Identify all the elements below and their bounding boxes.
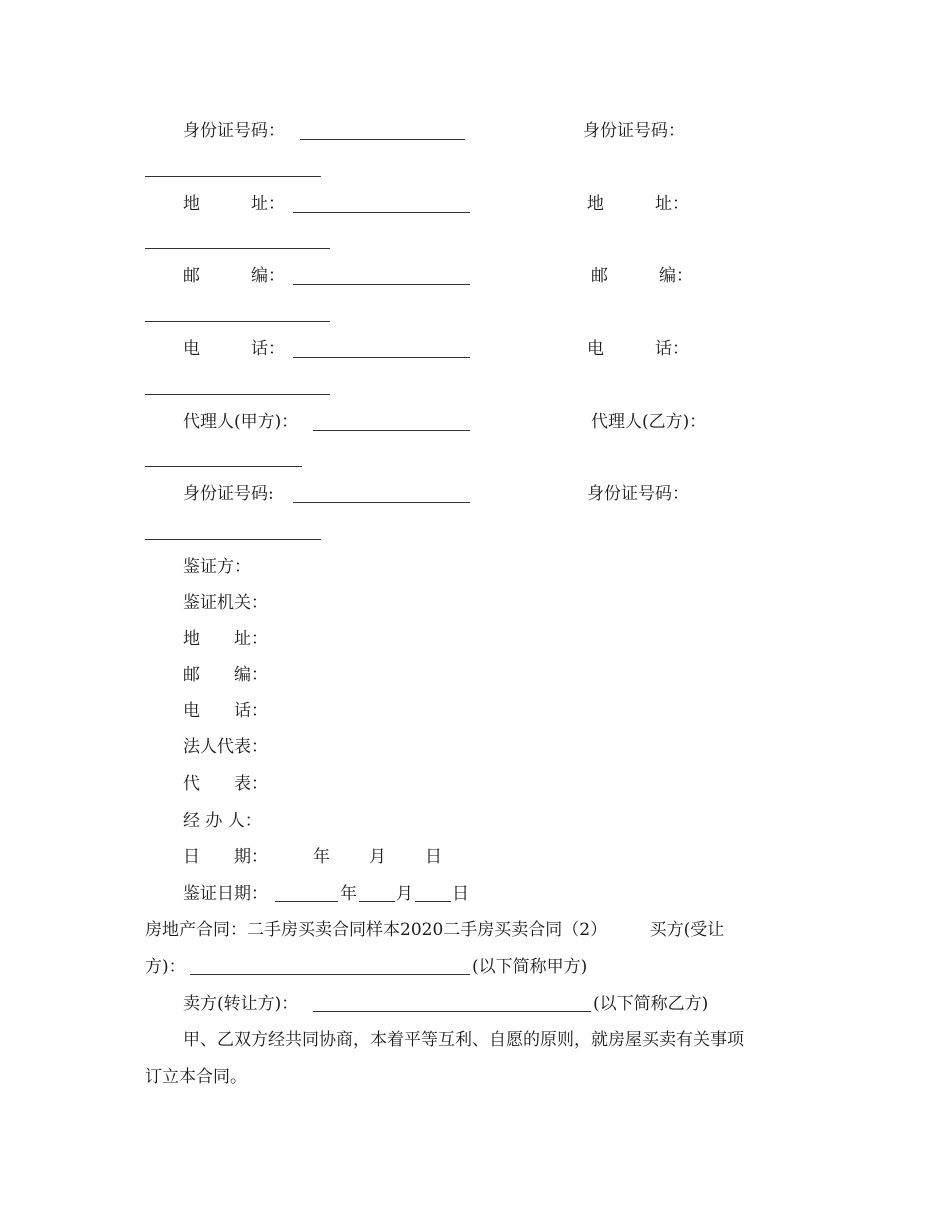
contract-title-line: 房地产合同：二手房买卖合同样本2020二手房买卖合同（2） 买方(受让: [145, 920, 725, 940]
buyer-phone-label: 电 话：: [183, 339, 285, 359]
agreement-paragraph-line2: 订立本合同。: [145, 1067, 247, 1087]
seller-postcode-label: 邮 编：: [591, 266, 693, 286]
agreement-paragraph-line1: 甲、乙双方经共同协商，本着平等互利、自愿的原则，就房屋买卖有关事项: [183, 1030, 744, 1050]
buyer-prefix: 方)：: [145, 957, 186, 977]
verifier-heading: 鉴证方：: [183, 557, 251, 577]
seller-agent-label: 代理人(乙方)：: [591, 412, 707, 432]
buyer-agent-blank[interactable]: [313, 430, 470, 431]
verifier-phone-label: 电 话：: [183, 701, 268, 721]
buyer-name-blank[interactable]: [190, 974, 470, 975]
seller-phone-blank[interactable]: [145, 394, 330, 395]
seller-address-blank[interactable]: [145, 248, 330, 249]
seller-prefix: 卖方(转让方)：: [183, 994, 299, 1014]
buyer-address-blank[interactable]: [293, 212, 470, 213]
verifier-address-label: 地 址：: [183, 629, 268, 649]
seller-agent-id-label: 身份证号码：: [587, 484, 689, 504]
buyer-phone-blank[interactable]: [293, 357, 470, 358]
verify-date-year: 年: [340, 884, 357, 904]
seller-name-blank[interactable]: [313, 1011, 591, 1012]
verifier-legal-rep-label: 法人代表：: [183, 737, 268, 757]
buyer-address-label: 地 址：: [183, 194, 285, 214]
buyer-postcode-blank[interactable]: [293, 284, 470, 285]
seller-address-label: 地 址：: [587, 194, 689, 214]
verify-date-day: 日: [452, 884, 469, 904]
buyer-agent-id-blank[interactable]: [293, 502, 470, 503]
seller-id-blank[interactable]: [145, 176, 321, 177]
verify-date-month: 月: [396, 884, 413, 904]
buyer-postcode-label: 邮 编：: [183, 266, 285, 286]
buyer-agent-label: 代理人(甲方)：: [183, 412, 299, 432]
verify-day-blank[interactable]: [415, 901, 451, 902]
verifier-date-year: 年: [313, 847, 330, 867]
verify-year-blank[interactable]: [275, 901, 338, 902]
seller-postcode-blank[interactable]: [145, 321, 330, 322]
buyer-suffix: (以下简称甲方): [472, 957, 588, 977]
seller-agent-blank[interactable]: [145, 466, 302, 467]
buyer-agent-id-label: 身份证号码:: [183, 484, 274, 504]
verifier-postcode-label: 邮 编：: [183, 665, 268, 685]
verifier-representative-label: 代 表：: [183, 774, 268, 794]
verifier-date-day: 日: [425, 847, 442, 867]
seller-id-label: 身份证号码：: [583, 121, 685, 141]
verify-date-label: 鉴证日期：: [183, 884, 268, 904]
seller-suffix: (以下简称乙方): [593, 994, 709, 1014]
seller-agent-id-blank[interactable]: [145, 539, 321, 540]
verify-month-blank[interactable]: [359, 901, 395, 902]
verifier-date-month: 月: [369, 847, 386, 867]
verifier-handler-label: 经 办 人：: [183, 811, 262, 831]
verifier-authority-label: 鉴证机关：: [183, 593, 268, 613]
buyer-id-blank[interactable]: [300, 139, 465, 140]
verifier-date-label: 日 期：: [183, 847, 268, 867]
seller-phone-label: 电 话：: [587, 339, 689, 359]
buyer-id-label: 身份证号码：: [183, 121, 285, 141]
